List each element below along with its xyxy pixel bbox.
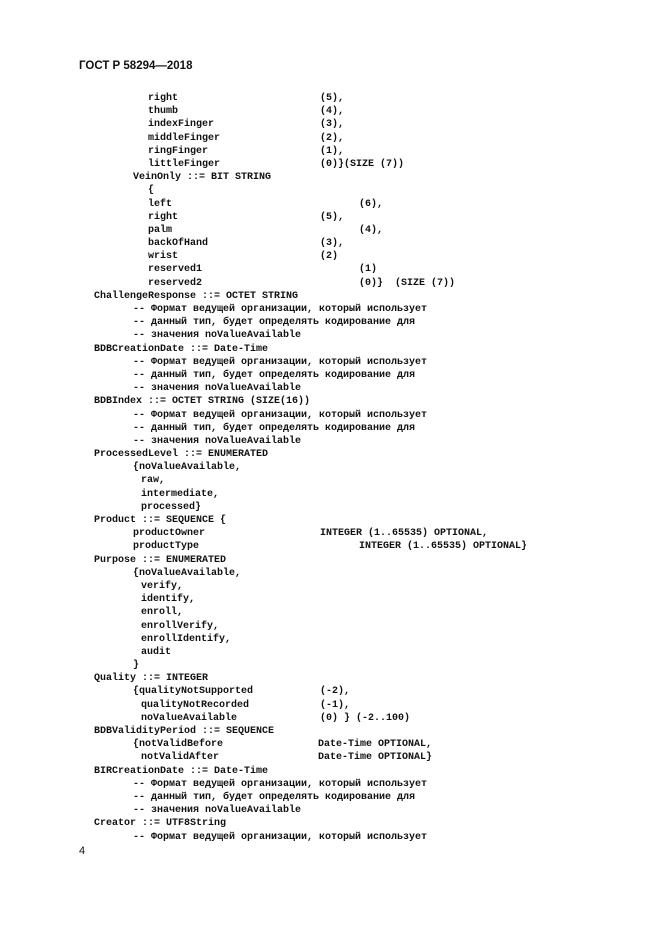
code-text: {noValueAvailable,	[133, 567, 242, 579]
code-comment: -- Формат ведущей организации, который использует	[133, 356, 428, 368]
code-text: littleFinger	[148, 158, 221, 170]
code-text: processed}	[141, 501, 202, 513]
code-line	[0, 461, 661, 474]
code-value: (3),	[320, 238, 345, 250]
code-text: thumb	[148, 106, 179, 118]
code-line	[0, 554, 661, 567]
code-line	[0, 606, 661, 619]
code-line	[0, 804, 661, 817]
code-text: productOwner	[133, 528, 206, 540]
code-line	[0, 263, 661, 276]
code-text: ProcessedLevel ::= ENUMERATED	[94, 449, 269, 461]
code-comment: -- значения noValueAvailable	[133, 805, 302, 817]
code-line	[0, 501, 661, 514]
code-line	[0, 620, 661, 633]
code-text: {qualityNotSupported	[133, 686, 254, 698]
code-line	[0, 540, 661, 553]
code-text: enrollVerify,	[141, 620, 220, 632]
code-text: wrist	[148, 251, 179, 263]
code-line	[0, 382, 661, 395]
code-value: (0)} (SIZE (7))	[359, 277, 456, 289]
code-comment: -- данный тип, будет определять кодирование для	[133, 317, 416, 329]
code-value: Date-Time OPTIONAL}	[318, 752, 433, 764]
code-value: Date-Time OPTIONAL,	[318, 739, 433, 751]
code-text: ringFinger	[148, 145, 209, 157]
code-comment: -- Формат ведущей организации, который использует	[133, 778, 428, 790]
code-line	[0, 105, 661, 118]
page-number: 4	[79, 845, 86, 857]
code-value: (4),	[359, 224, 384, 236]
code-line	[0, 145, 661, 158]
code-line	[0, 224, 661, 237]
code-text: audit	[141, 646, 172, 658]
code-value: (5),	[320, 211, 345, 223]
code-value: (1),	[320, 145, 345, 157]
code-line	[0, 751, 661, 764]
code-comment: -- Формат ведущей организации, который использует	[133, 831, 428, 843]
code-text: right	[148, 93, 179, 104]
code-line	[0, 211, 661, 224]
code-text: BDBValidityPeriod ::= SEQUENCE	[94, 726, 275, 737]
code-line	[0, 435, 661, 448]
code-line	[0, 422, 661, 435]
code-line	[0, 395, 661, 408]
code-line	[0, 672, 661, 685]
code-text: qualityNotRecorded	[141, 699, 250, 711]
code-line	[0, 158, 661, 171]
code-value: INTEGER (1..65535) OPTIONAL,	[320, 528, 489, 540]
code-line	[0, 685, 661, 698]
code-text: BIRCreationDate ::= Date-Time	[94, 765, 269, 777]
code-line	[0, 237, 661, 250]
code-value: (-2),	[320, 686, 351, 698]
code-line	[0, 831, 661, 844]
code-line	[0, 171, 661, 184]
code-value: (2)	[320, 251, 339, 263]
code-comment: -- Формат ведущей организации, который использует	[133, 304, 428, 315]
code-text: }	[133, 660, 140, 672]
code-text: notValidAfter	[141, 752, 220, 764]
code-line	[0, 132, 661, 145]
code-text: Creator ::= UTF8String	[94, 818, 227, 830]
code-value: (0)}(SIZE (7))	[320, 158, 405, 170]
code-text: {notValidBefore	[133, 739, 224, 751]
code-line	[0, 488, 661, 501]
code-text: {	[148, 185, 155, 197]
code-value: (1)	[359, 264, 378, 276]
code-line	[0, 791, 661, 804]
code-line	[0, 92, 661, 105]
code-line	[0, 725, 661, 738]
code-text: reserved1	[148, 264, 203, 276]
code-line	[0, 250, 661, 263]
code-text: palm	[148, 224, 173, 236]
code-text: noValueAvailable	[141, 712, 238, 724]
code-line	[0, 369, 661, 382]
code-line	[0, 646, 661, 659]
code-value: (0) } (-2..100)	[320, 712, 411, 724]
code-line	[0, 659, 661, 672]
code-line	[0, 580, 661, 593]
code-comment: -- данный тип, будет определять кодирование для	[133, 422, 416, 434]
code-line	[0, 316, 661, 329]
code-line	[0, 184, 661, 197]
code-line	[0, 474, 661, 487]
code-text: VeinOnly ::= BIT STRING	[133, 172, 272, 184]
code-comment: -- значения noValueAvailable	[133, 330, 302, 342]
code-text: backOfHand	[148, 238, 209, 250]
code-text: raw,	[141, 475, 166, 487]
code-line	[0, 738, 661, 751]
code-line	[0, 290, 661, 303]
code-comment: -- данный тип, будет определять кодирование для	[133, 791, 416, 803]
code-value: (6),	[359, 198, 384, 210]
code-line	[0, 765, 661, 778]
code-line	[0, 409, 661, 422]
code-comment: -- значения noValueAvailable	[133, 435, 302, 447]
code-line	[0, 343, 661, 356]
code-line	[0, 593, 661, 606]
code-text: BDBIndex ::= OCTET STRING (SIZE(16))	[94, 396, 311, 408]
code-line	[0, 567, 661, 580]
code-text: BDBCreationDate ::= Date-Time	[94, 343, 269, 355]
code-text: identify,	[141, 594, 196, 606]
code-value: (4),	[320, 106, 345, 118]
code-line	[0, 778, 661, 791]
code-text: left	[148, 198, 173, 210]
document-header: ГОСТ Р 58294—2018	[79, 60, 193, 72]
code-line	[0, 699, 661, 712]
code-text: right	[148, 211, 179, 223]
code-comment: -- значения noValueAvailable	[133, 383, 302, 395]
code-text: indexFinger	[148, 119, 215, 131]
code-text: productType	[133, 541, 200, 553]
code-line	[0, 303, 661, 316]
code-value: (3),	[320, 119, 345, 131]
code-text: {noValueAvailable,	[133, 462, 242, 474]
code-line	[0, 527, 661, 540]
code-text: Quality ::= INTEGER	[94, 673, 209, 685]
code-text: enroll,	[141, 607, 184, 619]
code-line	[0, 817, 661, 830]
code-text: Product ::= SEQUENCE {	[94, 515, 227, 526]
code-line	[0, 277, 661, 290]
code-line	[0, 514, 661, 527]
code-line	[0, 356, 661, 369]
code-text: middleFinger	[148, 132, 221, 144]
code-value: (5),	[320, 93, 345, 104]
code-text: verify,	[141, 580, 184, 592]
asn1-code-listing	[0, 92, 661, 844]
code-line	[0, 329, 661, 342]
code-value: INTEGER (1..65535) OPTIONAL}	[359, 541, 528, 553]
code-text: Purpose ::= ENUMERATED	[94, 554, 227, 566]
code-value: (-1),	[320, 699, 351, 711]
code-value: (2),	[320, 132, 345, 144]
code-text: intermediate,	[141, 488, 220, 500]
code-line	[0, 198, 661, 211]
code-line	[0, 633, 661, 646]
code-comment: -- Формат ведущей организации, который использует	[133, 409, 428, 421]
code-line	[0, 448, 661, 461]
code-text: reserved2	[148, 277, 203, 289]
code-comment: -- данный тип, будет определять кодирование для	[133, 369, 416, 381]
code-line	[0, 118, 661, 131]
code-line	[0, 712, 661, 725]
code-text: ChallengeResponse ::= OCTET STRING	[94, 290, 299, 302]
code-text: enrollIdentify,	[141, 633, 232, 645]
